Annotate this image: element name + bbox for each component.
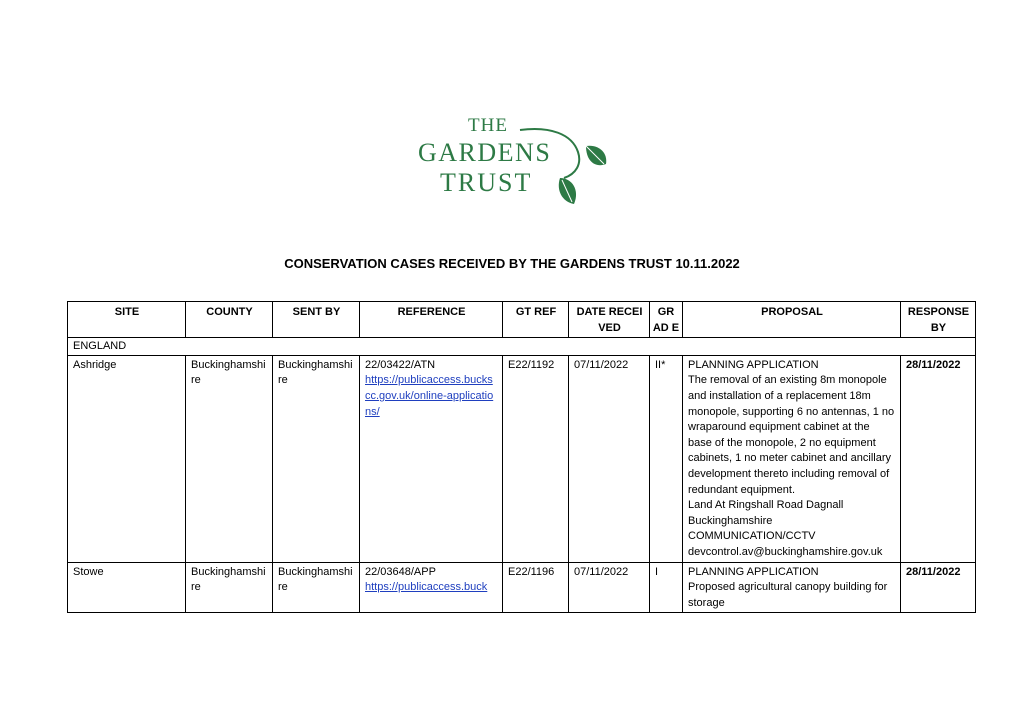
cell-response-by: 28/11/2022 bbox=[901, 355, 976, 562]
cell-grade: I bbox=[650, 562, 683, 613]
cell-gt-ref: E22/1192 bbox=[503, 355, 569, 562]
cell-sent-by: Buckinghamshire bbox=[273, 355, 360, 562]
cell-county: Buckinghamshire bbox=[186, 355, 273, 562]
cell-gt-ref: E22/1196 bbox=[503, 562, 569, 613]
cell-sent-by: Buckinghamshire bbox=[273, 562, 360, 613]
cell-site: Ashridge bbox=[68, 355, 186, 562]
region-row bbox=[68, 338, 976, 356]
cell-site: Stowe bbox=[68, 562, 186, 613]
cell-grade: II* bbox=[650, 355, 683, 562]
proposal-type: PLANNING APPLICATION bbox=[688, 565, 819, 578]
table-row bbox=[68, 355, 976, 562]
region-label: ENGLAND bbox=[68, 338, 976, 356]
table-header-row bbox=[68, 302, 976, 338]
document-title: CONSERVATION CASES RECEIVED BY THE GARDENS TRUST 10.11.2022 bbox=[284, 256, 740, 271]
reference-number: 22/03648/APP bbox=[365, 565, 436, 578]
logo-line-gardens: GARDENS bbox=[418, 138, 552, 167]
table-row bbox=[68, 562, 976, 613]
proposal-email: devcontrol.av@buckinghamshire.gov.uk bbox=[688, 545, 883, 558]
reference-number: 22/03422/ATN bbox=[365, 358, 436, 371]
cell-reference bbox=[360, 355, 503, 562]
cell-county: Buckinghamshire bbox=[186, 562, 273, 613]
reference-link[interactable]: https://publicaccess.buck bbox=[365, 581, 488, 594]
reference-link[interactable]: https://publicaccess.buckscc.gov.uk/online-applications/ bbox=[365, 374, 494, 418]
header-reference: REFERENCE bbox=[360, 302, 503, 338]
proposal-location: Land At Ringshall Road Dagnall Buckinghamshire bbox=[688, 499, 844, 527]
header-county: COUNTY bbox=[186, 302, 273, 338]
proposal-text: The removal of an existing 8m monopole and installation of a replacement 18m monopole, supporting 6 no antennas, 1 no wraparound equipment cabinet at the base of the monopole, 2 no equipment cabinets, 1 no meter cabinet and ancillary development thereto including removal of redundant equipment. bbox=[688, 374, 895, 496]
conservation-cases-table bbox=[67, 301, 976, 613]
header-gt-ref: GT REF bbox=[503, 302, 569, 338]
proposal-type: PLANNING APPLICATION bbox=[688, 358, 819, 371]
cell-proposal bbox=[683, 562, 901, 613]
cell-reference bbox=[360, 562, 503, 613]
proposal-category: COMMUNICATION/CCTV bbox=[688, 530, 816, 543]
header-grade: GR AD E bbox=[650, 302, 683, 338]
header-sent-by: SENT BY bbox=[273, 302, 360, 338]
cell-proposal bbox=[683, 355, 901, 562]
logo-line-trust: TRUST bbox=[440, 168, 533, 197]
cell-response-by: 28/11/2022 bbox=[901, 562, 976, 613]
header-site: SITE bbox=[68, 302, 186, 338]
cell-date-received: 07/11/2022 bbox=[569, 355, 650, 562]
header-response-by: RESPONSE BY bbox=[901, 302, 976, 338]
header-proposal: PROPOSAL bbox=[683, 302, 901, 338]
logo-line-the: THE bbox=[468, 115, 508, 136]
header-date-received: DATE RECEIVED bbox=[569, 302, 650, 338]
cell-date-received: 07/11/2022 bbox=[569, 562, 650, 613]
gardens-trust-logo bbox=[410, 112, 620, 212]
proposal-text: Proposed agricultural canopy building for storage bbox=[688, 581, 888, 609]
